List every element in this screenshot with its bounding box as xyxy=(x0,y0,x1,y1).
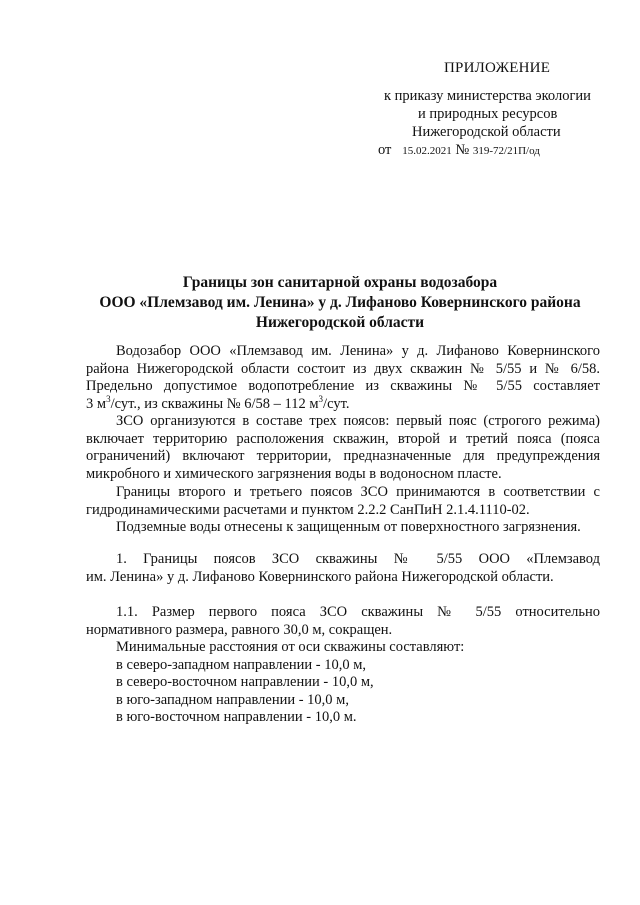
order-line-2: и природных ресурсов xyxy=(418,106,558,122)
title-line-3: Нижегородской области xyxy=(255,314,425,331)
text-line xyxy=(86,393,600,414)
document-title xyxy=(60,273,620,333)
text-line: 1.1. Размер первого пояса ЗСО скважины № 5/55 относительно xyxy=(116,604,600,620)
list-item: в юго-восточном направлении - 10,0 м. xyxy=(116,709,357,725)
section-1 xyxy=(86,551,600,586)
order-number: 319-72/21П/од xyxy=(472,145,540,157)
from-label: от xyxy=(378,142,392,158)
text-line: Предельно допустимое водопотребление из скважины № 5/55 составляет xyxy=(86,378,600,394)
text-line: гидродинамическими расчетами и пунктом 2.2.2 СанПиН 2.1.4.1110-02. xyxy=(86,501,530,518)
text-line: ЗСО организуются в составе трех поясов: первый пояс (строгого режима) xyxy=(116,413,600,429)
order-line-1: к приказу министерства экологии xyxy=(384,88,591,104)
list-item: в юго-западном направлении - 10,0 м, xyxy=(116,691,349,708)
title-line-2: ООО «Племзавод им. Ленина» у д. Лифаново Ковернинского района xyxy=(99,294,581,311)
text-line: 1. Границы поясов ЗСО скважины № 5/55 ООО «Племзавод xyxy=(116,551,600,567)
paragraph-water-intake xyxy=(86,343,600,413)
text-line: района Нижегородской области состоит из двух скважин № 5/55 и № 6/58. xyxy=(86,360,600,377)
text-line: Границы второго и третьего поясов ЗСО принимаются в соответствии с xyxy=(116,484,600,500)
paragraph-boundaries xyxy=(86,484,600,519)
section-1-1 xyxy=(86,604,600,727)
order-date-number xyxy=(378,142,540,159)
text-line: Подземные воды отнесены к защищенным от поверхностного загрязнения. xyxy=(116,519,581,535)
list-item: в северо-западном направлении - 10,0 м, xyxy=(116,656,367,673)
paragraph-groundwater xyxy=(86,519,600,537)
text-line: включает территорию расположения скважин, второй и третий пояса (пояса xyxy=(86,430,600,447)
text-line: Водозабор ООО «Племзавод им. Ленина» у д. Лифаново Ковернинского xyxy=(116,343,600,359)
text-fragment: 3 м xyxy=(86,395,107,412)
order-line-3: Нижегородской области xyxy=(412,124,561,140)
appendix-heading: ПРИЛОЖЕНИЕ xyxy=(444,60,551,76)
number-sign: № xyxy=(455,142,470,158)
text-fragment: /сут., из скважины № 6/58 – 112 м xyxy=(110,395,319,412)
text-line: Минимальные расстояния от оси скважины составляют: xyxy=(116,639,465,655)
text-fragment: /сут. xyxy=(323,395,350,412)
list-item: в северо-восточном направлении - 10,0 м, xyxy=(116,674,374,690)
title-line-1: Границы зон санитарной охраны водозабора xyxy=(182,274,498,291)
text-line: им. Ленина» у д. Лифаново Ковернинского района Нижегородской области. xyxy=(86,568,554,585)
text-line: микробного и химического загрязнения воды в водоносном пласте. xyxy=(86,465,502,482)
superscript: 3 xyxy=(318,393,324,404)
paragraph-zones xyxy=(86,413,600,483)
text-line: нормативного размера, равного 30,0 м, сокращен. xyxy=(86,621,393,638)
superscript: 3 xyxy=(106,393,111,404)
text-line: ограничений) включают территории, предназначенные для предупреждения xyxy=(86,448,600,464)
order-date: 15.02.2021 xyxy=(402,145,452,157)
